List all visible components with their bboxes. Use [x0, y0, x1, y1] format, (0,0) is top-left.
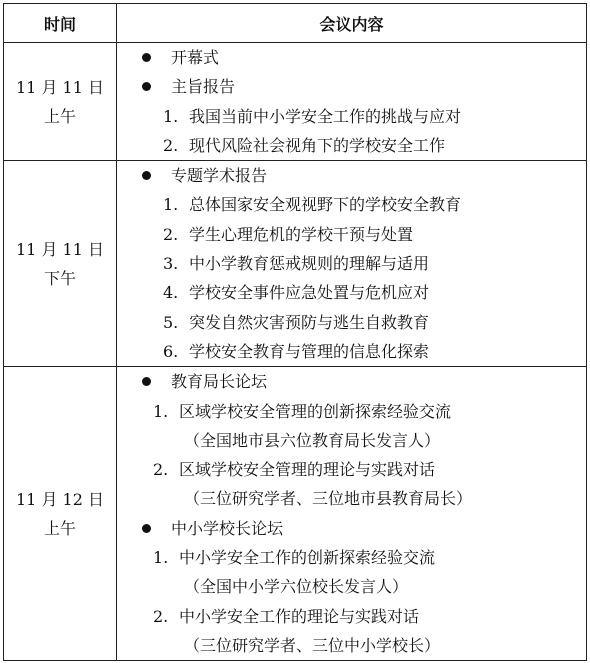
list-item-text: 学生心理危机的学校干预与处置: [189, 224, 414, 244]
list-item-note: （全国中小学六位校长发言人）: [184, 577, 409, 597]
header-row: [4, 4, 587, 43]
section-heading: [117, 43, 586, 72]
list-item: [117, 190, 586, 219]
time-date: 11 月 12 日: [16, 489, 104, 509]
time-period: 上午: [43, 518, 76, 538]
list-item-text: 区域学校安全管理的理论与实践对话: [179, 460, 436, 480]
table-row: [4, 161, 587, 367]
list-item-note: （三位研究学者、三位中小学校长）: [184, 635, 441, 655]
list-item-text: 中小学安全工作的创新探索经验交流: [179, 548, 436, 568]
list-item-number: 6.: [163, 341, 179, 361]
list-item-number: 5.: [163, 312, 179, 332]
bullet-icon: [142, 53, 151, 62]
list-item-number: 1.: [153, 548, 169, 568]
list-item-text: 学校安全事件应急处置与危机应对: [189, 283, 430, 303]
list-item-text: 中小学安全工作的理论与实践对话: [179, 606, 420, 626]
list-item-text: 现代风险社会视角下的学校安全工作: [189, 135, 446, 155]
section-heading: [117, 367, 586, 396]
list-item-note: （三位研究学者、三位地市县教育局长）: [184, 489, 473, 509]
section-heading-text: 专题学术报告: [171, 166, 268, 186]
list-item: [117, 602, 586, 631]
section-heading: [117, 514, 586, 543]
list-item-number: 1.: [163, 195, 179, 215]
section-heading-text: 教育局长论坛: [171, 372, 268, 392]
list-item-number: 4.: [163, 283, 179, 303]
list-item-text: 突发自然灾害预防与逃生自救教育: [189, 312, 430, 332]
header-content: 会议内容: [117, 4, 587, 43]
list-item-text: 总体国家安全观视野下的学校安全教育: [189, 195, 462, 215]
list-item: [117, 220, 586, 249]
table-row: [4, 43, 587, 161]
time-period: 上午: [43, 106, 76, 126]
list-item-number: 2.: [163, 224, 179, 244]
bullet-icon: [142, 171, 151, 180]
list-item-text: 我国当前中小学安全工作的挑战与应对: [189, 106, 462, 126]
time-cell: [4, 43, 117, 161]
content-cell: [117, 43, 587, 161]
table-row: [4, 367, 587, 661]
list-item-text: 中小学教育惩戒规则的理解与适用: [189, 254, 430, 274]
list-item: [117, 543, 586, 572]
section-heading-text: 主旨报告: [171, 77, 236, 97]
list-item: [117, 249, 586, 278]
time-date: 11 月 11 日: [16, 77, 104, 97]
list-item: [117, 278, 586, 307]
list-item: [117, 397, 586, 426]
list-item: [117, 455, 586, 484]
schedule-table: [3, 3, 587, 661]
section-heading: [117, 72, 586, 101]
list-item-number: 1.: [153, 401, 169, 421]
time-date: 11 月 11 日: [16, 239, 104, 259]
time-cell: [4, 367, 117, 661]
list-item-note: （全国地市县六位教育局长发言人）: [184, 430, 441, 450]
list-item: [117, 337, 586, 366]
content-cell: [117, 367, 587, 661]
section-heading-text: 中小学校长论坛: [171, 518, 284, 538]
time-cell: [4, 161, 117, 367]
list-item-number: 2.: [153, 460, 169, 480]
list-item: [117, 131, 586, 160]
section-heading-text: 开幕式: [171, 48, 220, 67]
list-item: [117, 308, 586, 337]
list-item: [117, 102, 586, 131]
content-cell: [117, 161, 587, 367]
list-item-number: 2.: [153, 606, 169, 626]
list-item-number: 2.: [163, 135, 179, 155]
section-heading: [117, 161, 586, 190]
bullet-icon: [142, 377, 151, 386]
bullet-icon: [142, 82, 151, 91]
bullet-icon: [142, 524, 151, 533]
list-item-number: 1.: [163, 106, 179, 126]
list-item-text: 区域学校安全管理的创新探索经验交流: [179, 401, 452, 421]
list-item-text: 学校安全教育与管理的信息化探索: [189, 341, 430, 361]
header-time: 时间: [4, 4, 117, 43]
time-period: 下午: [43, 268, 76, 288]
list-item-number: 3.: [163, 254, 179, 274]
